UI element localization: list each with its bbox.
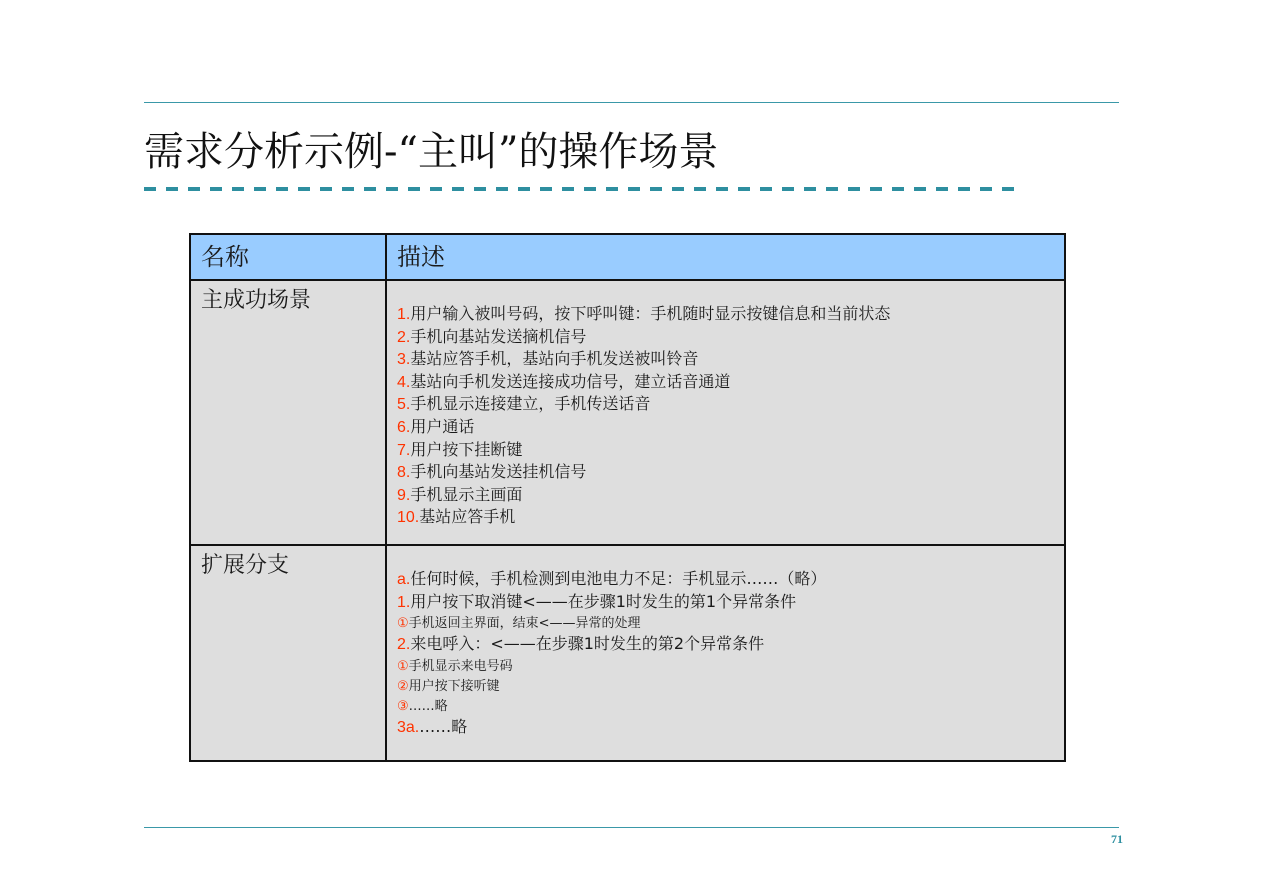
bottom-divider (144, 827, 1119, 828)
step-text: 任何时候，手机检测到电池电力不足：手机显示……（略） (410, 569, 827, 588)
step-item (397, 613, 1064, 633)
step-item (397, 303, 1064, 326)
step-number: a. (397, 571, 411, 588)
step-item (397, 716, 1064, 739)
step-number: ③ (397, 697, 409, 713)
step-item (397, 676, 1064, 696)
step-number: 2. (397, 328, 411, 346)
header-cell-name (190, 234, 386, 280)
table-row-main-scenario (190, 280, 1065, 545)
table-header-row (190, 234, 1065, 280)
row-name-cell (190, 545, 386, 761)
step-item (397, 696, 1064, 716)
step-text: 手机显示来电号码 (408, 658, 513, 674)
step-item (397, 484, 1064, 507)
step-number: 9. (397, 486, 411, 504)
requirements-table (189, 233, 1066, 762)
step-text: 手机显示连接建立，手机传送话音 (410, 394, 651, 414)
step-number: ① (397, 657, 409, 673)
step-number: ① (397, 615, 409, 631)
step-text: 用户按下接听键 (408, 678, 500, 694)
step-number: 1. (397, 593, 411, 611)
step-number: 5. (397, 396, 411, 414)
step-number: 3a. (397, 718, 420, 736)
step-item (397, 568, 1064, 591)
row-name: 主成功场景 (201, 288, 312, 313)
step-text: 基站应答手机，基站向手机发送被叫铃音 (410, 349, 699, 369)
row-name: 扩展分支 (201, 553, 290, 578)
step-item (397, 461, 1064, 484)
row-description-cell (386, 545, 1065, 761)
step-list (387, 281, 1064, 529)
step-item (397, 591, 1064, 614)
step-number: 2. (397, 636, 411, 654)
step-number: 8. (397, 464, 411, 482)
step-text: ……略 (419, 716, 468, 736)
header-description-label: 描述 (397, 243, 445, 271)
step-number: 6. (397, 418, 411, 436)
step-text: 用户通话 (410, 416, 475, 436)
step-text: 基站应答手机 (419, 507, 516, 527)
step-text: 用户按下取消键<——在步骤1时发生的第1个异常条件 (410, 591, 797, 611)
step-text: 手机向基站发送摘机信号 (410, 326, 587, 346)
step-text: ……略 (408, 698, 448, 714)
step-item (397, 656, 1064, 676)
step-text: 用户输入被叫号码，按下呼叫键：手机随时显示按键信息和当前状态 (410, 304, 891, 323)
step-text: 手机向基站发送挂机信号 (410, 462, 587, 482)
step-number: 4. (397, 373, 411, 391)
row-description-cell (386, 280, 1065, 545)
step-text: 来电呼入：<——在步骤1时发生的第2个异常条件 (410, 634, 765, 654)
step-number: ② (397, 677, 409, 693)
step-text: 用户按下挂断键 (410, 439, 523, 459)
step-item (397, 393, 1064, 416)
step-number: 7. (397, 441, 411, 459)
step-item (397, 506, 1064, 529)
step-item (397, 439, 1064, 462)
header-name-label: 名称 (201, 243, 249, 271)
step-text: 基站向手机发送连接成功信号，建立话音通道 (410, 371, 731, 391)
step-item (397, 371, 1064, 394)
step-number: 3. (397, 351, 411, 369)
step-text: 手机显示主画面 (410, 484, 523, 504)
step-number: 10. (397, 509, 420, 527)
page-number: 71 (1111, 832, 1123, 846)
title-dashed-underline (144, 187, 1014, 191)
step-number: 1. (397, 306, 411, 323)
step-text: 手机返回主界面，结束<——异常的处理 (408, 616, 641, 632)
top-divider (144, 102, 1119, 103)
step-item (397, 326, 1064, 349)
step-item (397, 348, 1064, 371)
table-row-extensions (190, 545, 1065, 761)
row-name-cell (190, 280, 386, 545)
step-list (387, 546, 1064, 738)
step-item (397, 416, 1064, 439)
step-item (397, 633, 1064, 656)
header-cell-description (386, 234, 1065, 280)
slide-title: 需求分析示例-“主叫”的操作场景 (144, 129, 719, 175)
